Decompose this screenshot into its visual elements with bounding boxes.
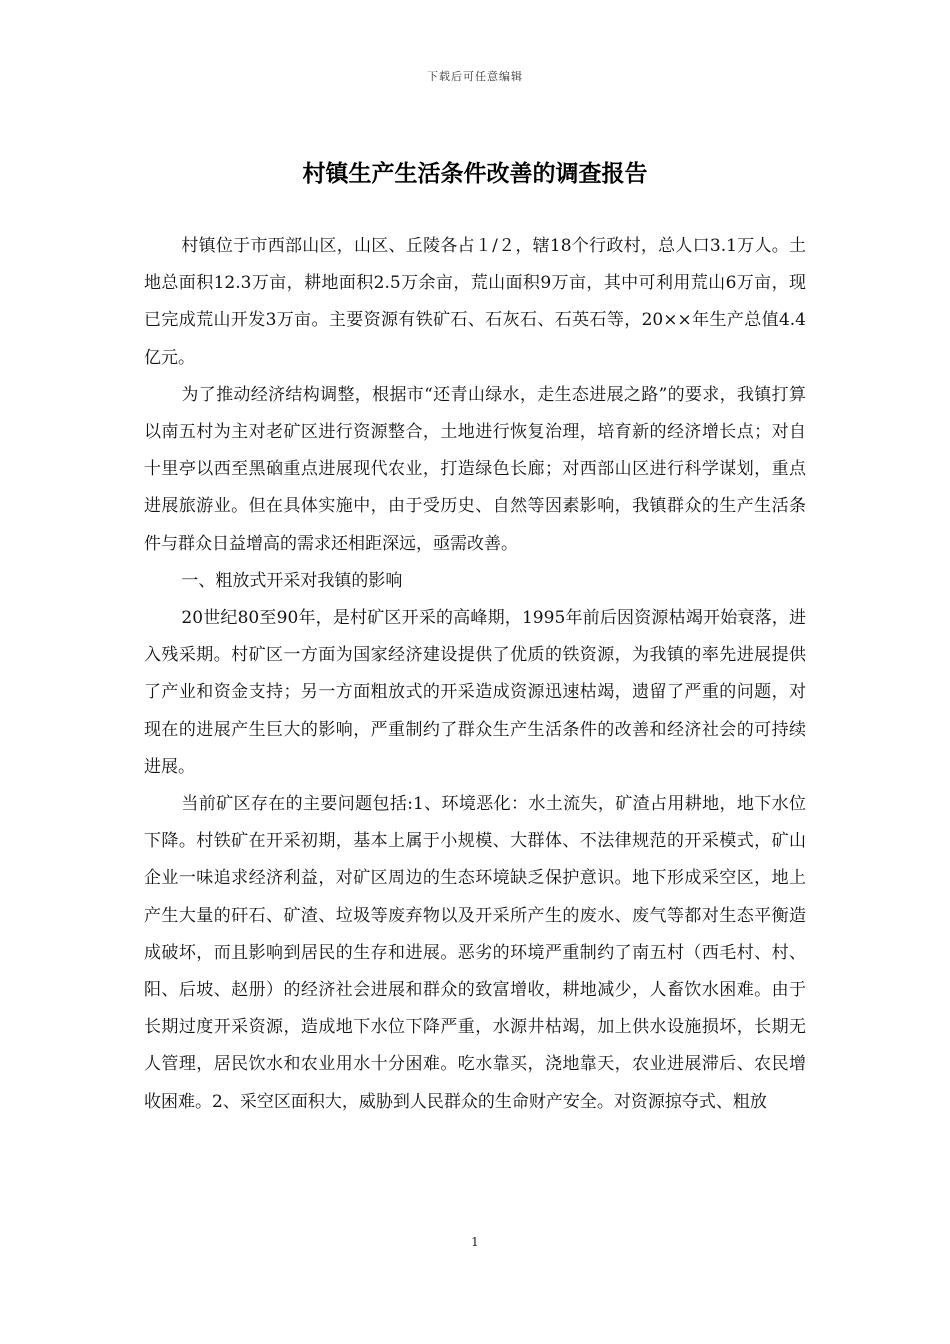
paragraph-overview: 村镇位于市西部山区，山区、丘陵各占１/２，辖18个行政村，总人口3.1万人。土地总面积12.3万亩，耕地面积2.5万余亩，荒山面积9万亩，其中可利用荒山6万亩，现已完成荒山开发3万亩。主要资源有铁矿石、石灰石、石英石等，20××年生产总值4.4亿元。 xyxy=(144,236,806,368)
header-note: 下载后可任意编辑 xyxy=(427,70,523,83)
document-title: 村镇生产生活条件改善的调查报告 xyxy=(302,161,648,187)
section-heading-1: 一、粗放式开采对我镇的影响 xyxy=(181,570,403,591)
page-number: 1 xyxy=(471,1235,479,1249)
paragraph-mining-history: 20世纪80至90年，是村矿区开采的高峰期，1995年前后因资源枯竭开始衰落，进入残采期。村矿区一方面为国家经济建设提供了优质的铁资源，为我镇的率先进展提供了产业和资金支持；另一方面粗放式的开采造成资源迅速枯竭，遗留了严重的问题，对现在的进展产生巨大的影响，严重制约了群众生产生活条件的改善和经济社会的可持续进展。 xyxy=(144,608,806,777)
paragraph-background: 为了推动经济结构调整，根据市“还青山绿水，走生态进展之路”的要求，我镇打算以南五村为主对老矿区进行资源整合，土地进行恢复治理，培育新的经济增长点；对自十里亭以西至黑硇重点进展现代农业，打造绿色长廊；对西部山区进行科学谋划，重点进展旅游业。但在具体实施中，由于受历史、自然等因素影响，我镇群众的生产生活条件与群众日益增高的需求还相距深远，亟需改善。 xyxy=(144,384,806,554)
document-body xyxy=(144,228,806,1121)
paragraph-mining-problems: 当前矿区存在的主要问题包括:1、环境恶化：水土流失，矿渣占用耕地，地下水位下降。村铁矿在开采初期，基本上属于小规模、大群体、不法律规范的开采模式，矿山企业一味追求经济利益，对矿区周边的生态环境缺乏保护意识。地下形成采空区，地上产生大量的矸石、矿渣、垃圾等废弃物以及开采所产生的废水、废气等都对生态平衡造成破坏，而且影响到居民的生存和进展。恶劣的环境严重制约了南五村（西毛村、村、阳、后坡、赵册）的经济社会进展和群众的致富增收，耕地减少，人畜饮水困难。由于长期过度开采资源，造成地下水位下降严重，水源井枯竭，加上供水设施损坏，长期无人管理，居民饮水和农业用水十分困难。吃水靠买，浇地靠天，农业进展滞后、农民增收困难。2、采空区面积大，威胁到人民群众的生命财产安全。对资源掠夺式、粗放 xyxy=(144,794,806,1112)
